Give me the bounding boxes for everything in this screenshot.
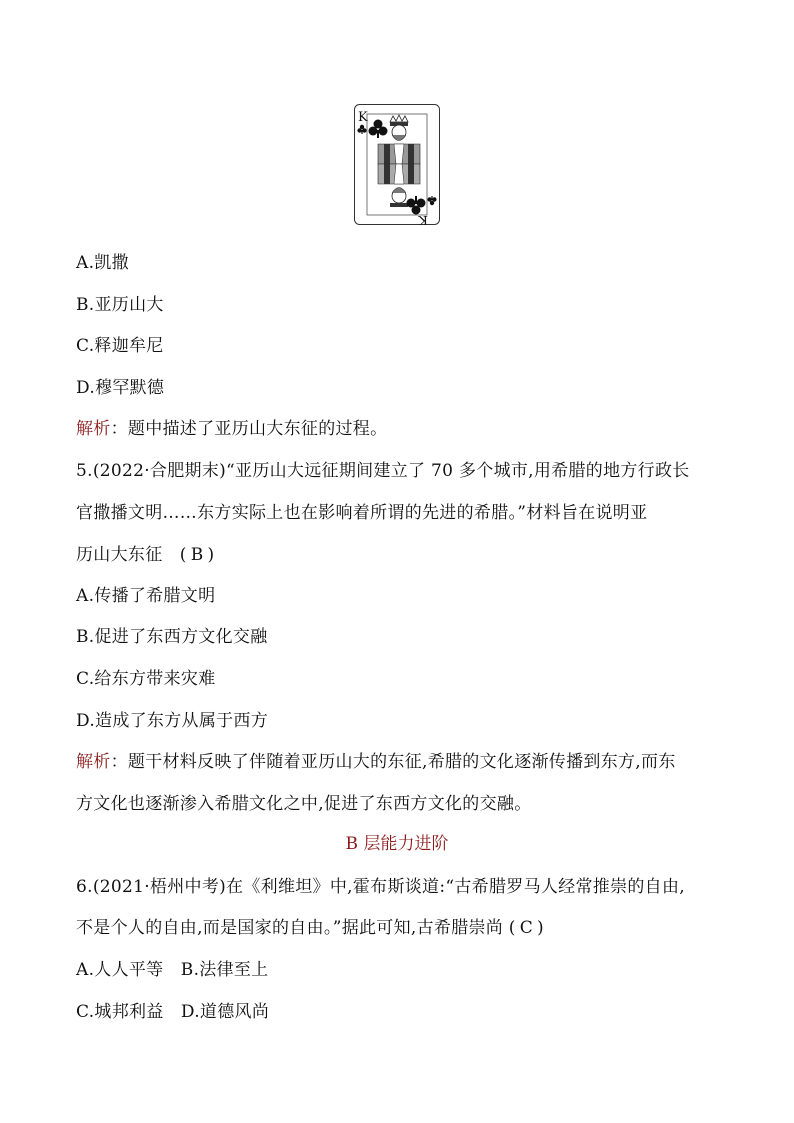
q5-analysis-line-2: 方文化也逐渐渗入希腊文化之中,促进了东西方文化的交融。 [76,794,532,814]
q5-analysis-line-1 [76,752,676,772]
q6-stem-text: 不是个人的自由,而是国家的自由。”据此可知,古希腊崇尚 ( [76,918,516,938]
q5-option-d: D.造成了东方从属于西方 [76,711,269,731]
analysis-label: 解析 [76,752,111,772]
q5-stem-close: ) [207,545,215,565]
q5-option-c: C.给东方带来灾难 [76,669,216,689]
q6-options-row-2: C.城邦利益 D.道德风尚 [76,1002,270,1022]
section-title: B 层能力进阶 [345,834,449,854]
q5-option-b: B.促进了东西方文化交融 [76,627,268,647]
q5-stem-line-3 [76,545,214,565]
q5-option-a: A.传播了希腊文明 [76,586,216,606]
q6-answer: C [519,918,534,938]
playing-card-image [354,104,440,225]
q6-stem-line-2 [76,918,544,938]
q5-stem-line-1: 5.(2022·合肥期末)“亚历山大远征期间建立了 70 多个城市,用希腊的地方行政长 [76,461,690,481]
card-rank-bottom: K [418,212,428,225]
q4-option-b: B.亚历山大 [76,295,164,315]
q6-stem-line-1: 6.(2021·梧州中考)在《利维坦》中,霍布斯谈道:“古希腊罗马人经常推崇的自由, [76,877,685,897]
king-of-clubs-illustration [354,104,440,225]
q4-option-a: A.凯撒 [76,253,129,273]
q5-answer: B [190,545,204,565]
analysis-label: 解析 [76,419,111,439]
card-rank-top: K [358,110,368,125]
q5-stem-line-2: 官撒播文明……东方实际上也在影响着所谓的先进的希腊。”材料旨在说明亚 [76,503,648,523]
q4-analysis [76,419,387,439]
q6-options-row-1: A.人人平等 B.法律至上 [76,960,269,980]
q6-stem-close: ) [537,918,544,938]
q4-option-d: D.穆罕默德 [76,378,165,398]
analysis-text: ：题中描述了亚历山大东征的过程。 [110,419,388,439]
q4-option-c: C.释迦牟尼 [76,336,164,356]
q5-stem-text: 历山大东征 ( [76,545,187,565]
analysis-text: ：题干材料反映了伴随着亚历山大的东征,希腊的文化逐渐传播到东方,而东 [110,752,676,772]
